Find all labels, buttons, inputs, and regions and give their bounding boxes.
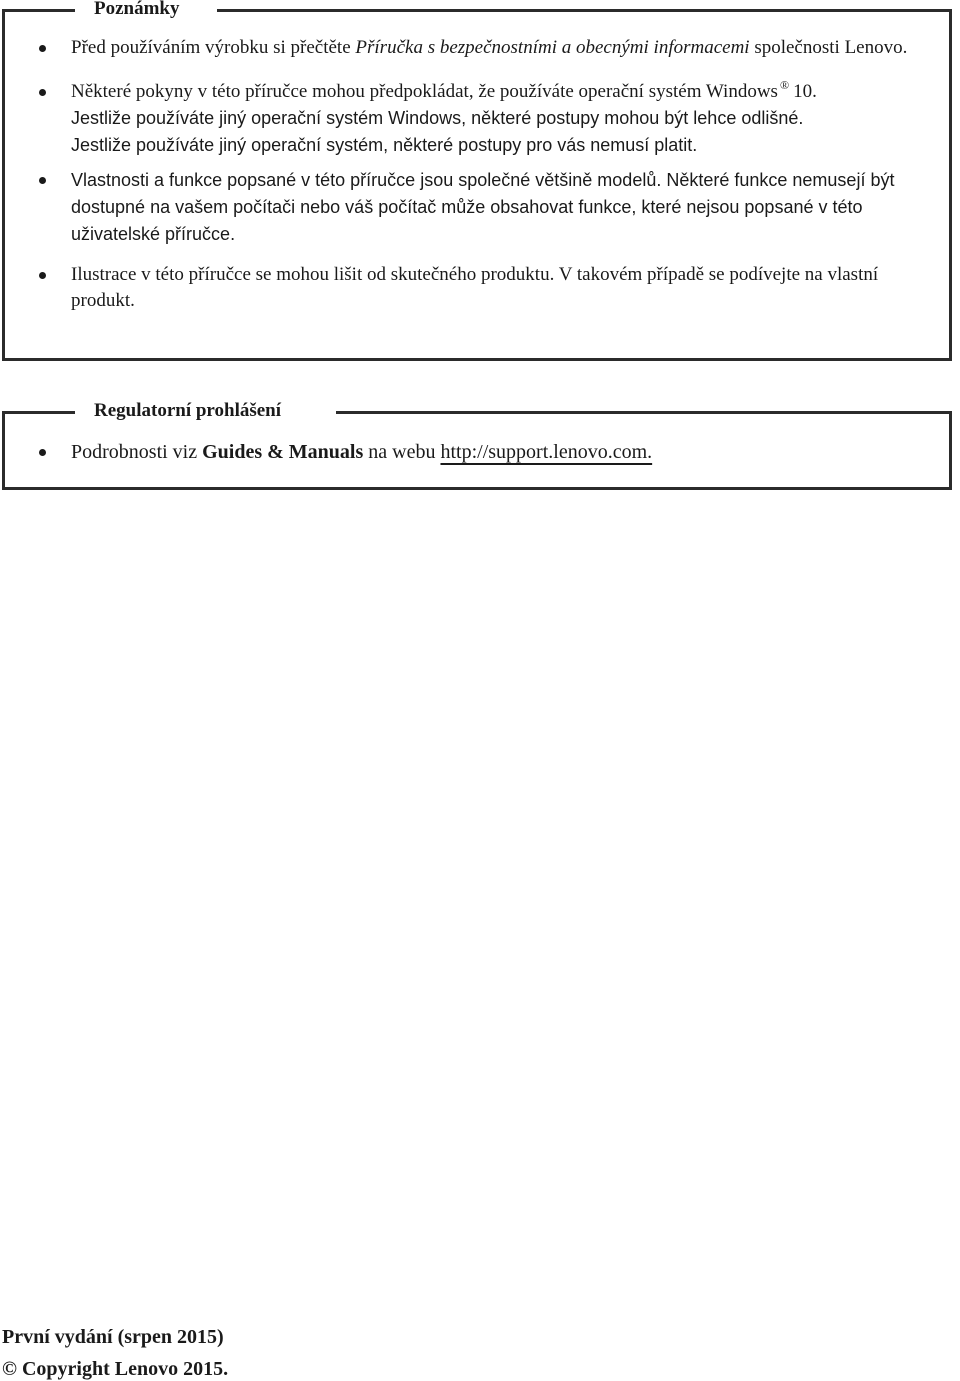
list-item xyxy=(5,79,949,159)
note-text: společnosti Lenovo. xyxy=(749,37,908,58)
safety-guide-title: Příručka s bezpečnostními a obecnými informacemi xyxy=(355,37,750,58)
bullet-icon xyxy=(39,45,46,52)
regulatory-title: Regulatorní prohlášení xyxy=(94,400,282,421)
note-text: Některé pokyny v této příručce mohou předpokládat, že používáte operační systém Windows xyxy=(71,81,778,102)
copyright-text: © Copyright Lenovo 2015. xyxy=(2,1358,229,1380)
list-item xyxy=(5,439,949,465)
list-item xyxy=(5,35,949,61)
notes-title: Poznámky xyxy=(94,0,180,19)
notes-list xyxy=(5,35,949,314)
notes-box-top-border-left xyxy=(2,9,75,12)
regulatory-list xyxy=(5,439,949,465)
support-link[interactable]: http://support.lenovo.com. xyxy=(440,441,653,463)
notes-box xyxy=(2,0,952,361)
bullet-icon xyxy=(39,272,46,279)
regulatory-text: na webu xyxy=(363,441,441,463)
list-item xyxy=(5,262,949,314)
note-text: Vlastnosti a funkce popsané v této příručce jsou společné většině modelů. Některé funkce nemusejí být dostupné na vašem počítači nebo váš počítač může obsahovat funkce, které nejsou popsané v této uživatelské příručce. xyxy=(71,170,895,244)
registered-mark: ® xyxy=(779,78,790,92)
regulatory-box-top-border-right xyxy=(336,411,952,414)
note-text: Ilustrace v této příručce se mohou lišit od skutečného produktu. V takovém případě se podívejte na vlastní produkt. xyxy=(71,264,879,311)
note-text: Před používáním výrobku si přečtěte xyxy=(71,37,356,58)
bullet-icon xyxy=(39,177,46,184)
bullet-icon xyxy=(39,89,46,96)
note-text: Jestliže používáte jiný operační systém Windows, některé postupy mohou být lehce odlišné. xyxy=(71,108,804,128)
bullet-icon xyxy=(39,449,46,456)
guides-manuals-label: Guides & Manuals xyxy=(202,441,364,463)
note-text: 10. xyxy=(793,81,817,102)
notes-box-top-border-right xyxy=(217,9,952,12)
list-item xyxy=(5,167,949,248)
regulatory-box xyxy=(2,400,952,490)
regulatory-text: Podrobnosti viz xyxy=(71,441,203,463)
regulatory-box-top-border-left xyxy=(2,411,75,414)
edition-text: První vydání (srpen 2015) xyxy=(2,1326,224,1348)
note-text: Jestliže používáte jiný operační systém, některé postupy pro vás nemusí platit. xyxy=(71,135,698,155)
